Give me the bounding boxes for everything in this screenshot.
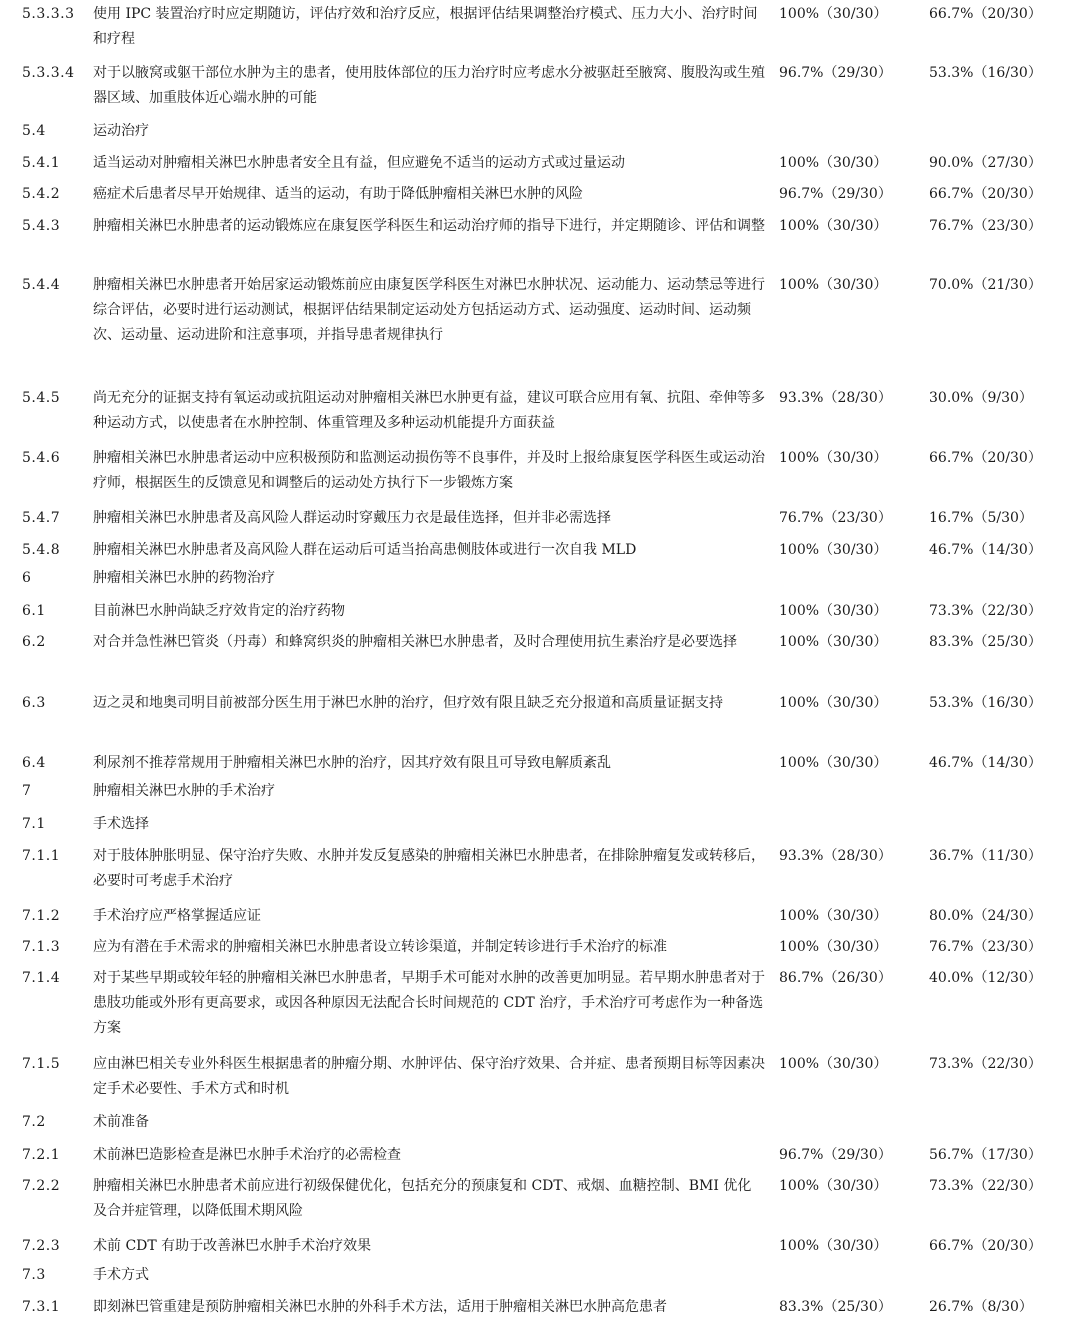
strong-agreement-rate: 46.7%（14/30） [929,755,1042,771]
item-number: 7.1.5 [22,1056,61,1072]
item-text: 利尿剂不推荐常规用于肿瘤相关淋巴水肿的治疗，因其疗效有限且可导致电解质紊乱 [93,755,611,771]
strong-agreement-rate: 80.0%（24/30） [929,908,1042,924]
item-number: 7.1.3 [22,939,61,955]
agreement-rate: 100%（30/30） [779,277,888,293]
agreement-rate: 93.3%（28/30） [779,848,892,864]
strong-agreement-rate: 73.3%（22/30） [929,1178,1042,1194]
agreement-rate: 83.3%（25/30） [779,1299,892,1315]
item-number: 5.4.8 [22,542,61,558]
item-number: 7.1 [22,816,46,832]
item-number: 7.2.2 [22,1178,61,1194]
section-heading: 运动治疗 [93,123,149,139]
item-number: 5.4 [22,123,46,139]
item-number: 7.1.4 [22,970,61,986]
strong-agreement-rate: 53.3%（16/30） [929,695,1042,711]
item-number: 6.3 [22,695,46,711]
strong-agreement-rate: 90.0%（27/30） [929,155,1042,171]
item-number: 7.1.1 [22,848,61,864]
strong-agreement-rate: 26.7%（8/30） [929,1299,1033,1315]
item-number: 5.4.6 [22,450,61,466]
item-number: 5.4.4 [22,277,61,293]
strong-agreement-rate: 16.7%（5/30） [929,510,1033,526]
item-number: 5.4.2 [22,186,61,202]
item-text: 癌症术后患者尽早开始规律、适当的运动，有助于降低肿瘤相关淋巴水肿的风险 [93,186,583,202]
strong-agreement-rate: 56.7%（17/30） [929,1147,1042,1163]
item-text: 肿瘤相关淋巴水肿患者及高风险人群在运动后可适当抬高患侧肢体或进行一次自我 MLD [93,542,637,558]
item-number: 7.3.1 [22,1299,61,1315]
strong-agreement-rate: 36.7%（11/30） [929,848,1042,864]
agreement-rate: 76.7%（23/30） [779,510,892,526]
strong-agreement-rate: 83.3%（25/30） [929,634,1042,650]
strong-agreement-rate: 66.7%（20/30） [929,6,1042,22]
section-heading: 手术方式 [93,1267,149,1283]
item-number: 7.2 [22,1114,46,1130]
agreement-rate: 100%（30/30） [779,603,888,619]
item-number: 6 [22,570,32,586]
section-heading: 手术选择 [93,816,149,832]
agreement-rate: 86.7%（26/30） [779,970,892,986]
item-number: 6.1 [22,603,46,619]
item-text: 应为有潜在手术需求的肿瘤相关淋巴水肿患者设立转诊渠道，并制定转诊进行手术治疗的标准 [93,939,667,955]
agreement-rate: 100%（30/30） [779,1238,888,1254]
agreement-rate: 96.7%（29/30） [779,1147,892,1163]
agreement-rate: 100%（30/30） [779,939,888,955]
item-text: 肿瘤相关淋巴水肿患者运动中应积极预防和监测运动损伤等不良事件，并及时上报给康复医学科医生或运动治疗师，根据医生的反馈意见和调整后的运动处方执行下一步锻炼方案 [93,450,765,491]
strong-agreement-rate: 66.7%（20/30） [929,186,1042,202]
item-number: 5.4.7 [22,510,61,526]
item-number: 5.4.3 [22,218,61,234]
strong-agreement-rate: 46.7%（14/30） [929,542,1042,558]
item-number: 6.4 [22,755,46,771]
item-text: 术前淋巴造影检查是淋巴水肿手术治疗的必需检查 [93,1147,401,1163]
strong-agreement-rate: 73.3%（22/30） [929,603,1042,619]
item-text: 目前淋巴水肿尚缺乏疗效肯定的治疗药物 [93,603,345,619]
item-number: 5.3.3.4 [22,65,75,81]
item-text: 使用 IPC 装置治疗时应定期随访，评估疗效和治疗反应，根据评估结果调整治疗模式、压力大小、治疗时间和疗程 [93,6,758,47]
strong-agreement-rate: 66.7%（20/30） [929,450,1042,466]
agreement-rate: 100%（30/30） [779,218,888,234]
item-text: 肿瘤相关淋巴水肿患者的运动锻炼应在康复医学科医生和运动治疗师的指导下进行，并定期随诊、评估和调整 [93,218,765,234]
strong-agreement-rate: 76.7%（23/30） [929,218,1042,234]
item-text: 术前 CDT 有助于改善淋巴水肿手术治疗效果 [93,1238,372,1254]
item-text: 肿瘤相关淋巴水肿患者开始居家运动锻炼前应由康复医学科医生对淋巴水肿状况、运动能力、运动禁忌等进行综合评估，必要时进行运动测试，根据评估结果制定运动处方包括运动方式、运动强度、运动时间、运动频次、运动量、运动进阶和注意事项，并指导患者规律执行 [93,277,765,343]
item-number: 5.3.3.3 [22,6,75,22]
item-text: 对于以腋窝或躯干部位水肿为主的患者，使用肢体部位的压力治疗时应考虑水分被驱赶至腋窝、腹股沟或生殖器区域、加重肢体近心端水肿的可能 [93,65,765,106]
agreement-rate: 100%（30/30） [779,6,888,22]
item-number: 7 [22,783,32,799]
strong-agreement-rate: 70.0%（21/30） [929,277,1042,293]
agreement-rate: 100%（30/30） [779,1056,888,1072]
item-text: 应由淋巴相关专业外科医生根据患者的肿瘤分期、水肿评估、保守治疗效果、合并症、患者预期目标等因素决定手术必要性、手术方式和时机 [93,1056,765,1097]
strong-agreement-rate: 66.7%（20/30） [929,1238,1042,1254]
agreement-rate: 100%（30/30） [779,695,888,711]
strong-agreement-rate: 40.0%（12/30） [929,970,1042,986]
section-heading: 肿瘤相关淋巴水肿的手术治疗 [93,783,275,799]
agreement-rate: 100%（30/30） [779,542,888,558]
agreement-rate: 100%（30/30） [779,450,888,466]
agreement-rate: 100%（30/30） [779,755,888,771]
item-text: 对合并急性淋巴管炎（丹毒）和蜂窝织炎的肿瘤相关淋巴水肿患者，及时合理使用抗生素治疗是必要选择 [93,634,737,650]
item-text: 肿瘤相关淋巴水肿患者术前应进行初级保健优化，包括充分的预康复和 CDT、戒烟、血糖控制、BMI 优化及合并症管理，以降低围术期风险 [93,1178,752,1219]
item-text: 肿瘤相关淋巴水肿患者及高风险人群运动时穿戴压力衣是最佳选择，但并非必需选择 [93,510,611,526]
agreement-rate: 100%（30/30） [779,634,888,650]
item-text: 尚无充分的证据支持有氧运动或抗阻运动对肿瘤相关淋巴水肿更有益，建议可联合应用有氧、抗阻、牵伸等多种运动方式，以使患者在水肿控制、体重管理及多种运动机能提升方面获益 [93,390,765,431]
strong-agreement-rate: 76.7%（23/30） [929,939,1042,955]
item-text: 对于某些早期或较年轻的肿瘤相关淋巴水肿患者，早期手术可能对水肿的改善更加明显。若早期水肿患者对于患肢功能或外形有更高要求，或因各种原因无法配合长时间规范的 CDT 治疗，手术治疗可考虑作为一种备选方案 [93,970,765,1036]
section-heading: 术前准备 [93,1114,149,1130]
agreement-rate: 100%（30/30） [779,908,888,924]
agreement-rate: 93.3%（28/30） [779,390,892,406]
item-text: 迈之灵和地奥司明目前被部分医生用于淋巴水肿的治疗，但疗效有限且缺乏充分报道和高质量证据支持 [93,695,723,711]
section-heading: 肿瘤相关淋巴水肿的药物治疗 [93,570,275,586]
agreement-rate: 100%（30/30） [779,155,888,171]
agreement-rate: 96.7%（29/30） [779,65,892,81]
agreement-rate: 96.7%（29/30） [779,186,892,202]
strong-agreement-rate: 30.0%（9/30） [929,390,1033,406]
item-number: 5.4.5 [22,390,61,406]
item-number: 7.1.2 [22,908,61,924]
item-number: 7.3 [22,1267,46,1283]
strong-agreement-rate: 53.3%（16/30） [929,65,1042,81]
item-number: 6.2 [22,634,46,650]
item-text: 即刻淋巴管重建是预防肿瘤相关淋巴水肿的外科手术方法，适用于肿瘤相关淋巴水肿高危患者 [93,1299,667,1315]
agreement-rate: 100%（30/30） [779,1178,888,1194]
item-text: 手术治疗应严格掌握适应证 [93,908,261,924]
item-text: 适当运动对肿瘤相关淋巴水肿患者安全且有益，但应避免不适当的运动方式或过量运动 [93,155,625,171]
item-number: 5.4.1 [22,155,61,171]
strong-agreement-rate: 73.3%（22/30） [929,1056,1042,1072]
item-number: 7.2.3 [22,1238,61,1254]
item-text: 对于肢体肿胀明显、保守治疗失败、水肿并发反复感染的肿瘤相关淋巴水肿患者，在排除肿瘤复发或转移后，必要时可考虑手术治疗 [93,848,765,889]
item-number: 7.2.1 [22,1147,61,1163]
